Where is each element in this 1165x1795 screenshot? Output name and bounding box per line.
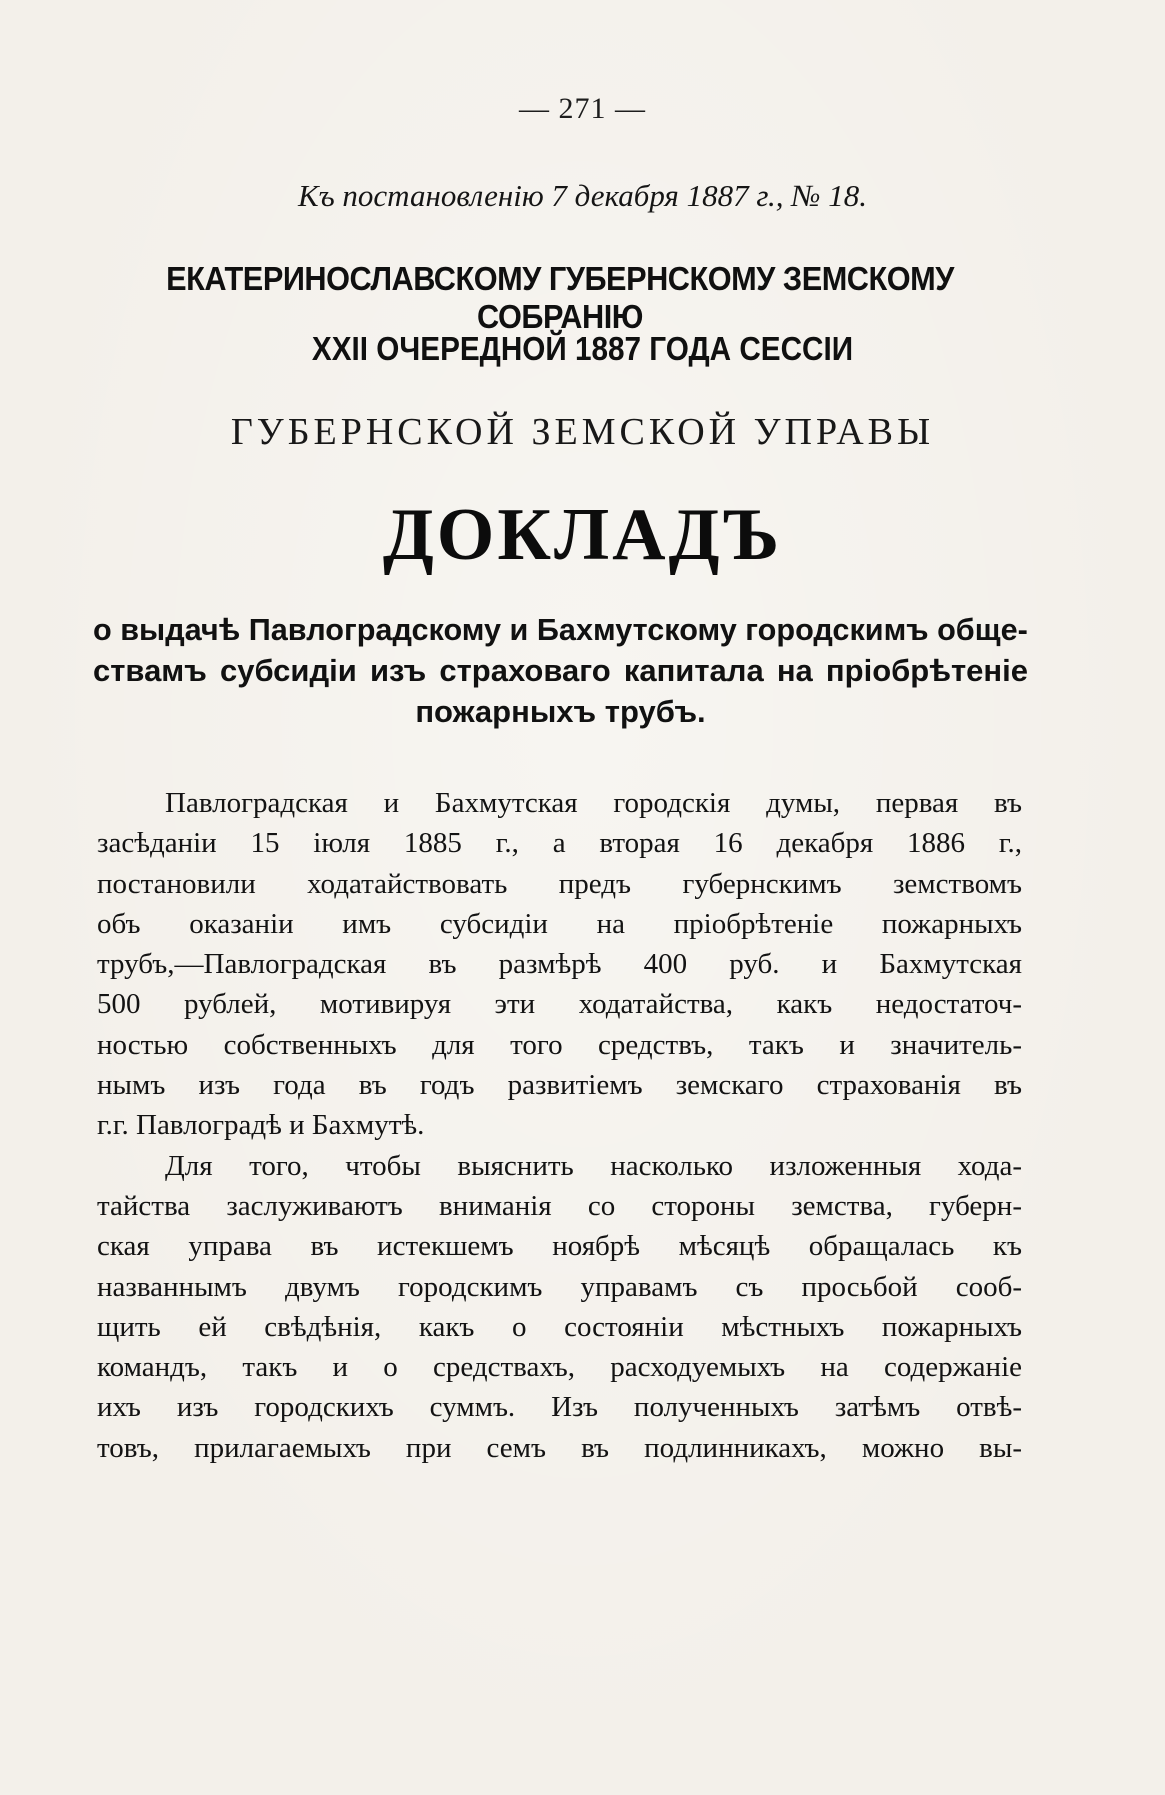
heading-board: ГУБЕРНСКОЙ ЗЕМСКОЙ УПРАВЫ — [230, 411, 935, 453]
body-line: нымъ изъ года въ годъ развитіемъ земскаго страхованія въ — [97, 1069, 1022, 1102]
body-line: постановили ходатайствовать предъ губернскимъ земствомъ — [97, 867, 1022, 900]
body-line: названнымъ двумъ городскимъ управамъ съ просьбой сооб- — [97, 1270, 1022, 1303]
body-line: тайства заслуживаютъ вниманія со стороны земства, губерн- — [97, 1189, 1022, 1222]
heading-assembly: ЕКАТЕРИНОСЛАВСКОМУ ГУБЕРНСКОМУ ЗЕМСКОМУ СОБРАНІЮ — [166, 260, 954, 335]
subject-line: пожарныхъ трубъ. — [415, 694, 706, 729]
body-line: щить ей свѣдѣнія, какъ о состояніи мѣстныхъ пожарныхъ — [97, 1310, 1022, 1343]
heading-session: XXII ОЧЕРЕДНОЙ 1887 ГОДА СЕССІИ — [311, 330, 854, 367]
subject-line: ствамъ субсидіи изъ страховаго капитала на пріобрѣтеніе — [93, 653, 1028, 688]
body-line: ностью собственныхъ для того средствъ, такъ и значитель- — [97, 1028, 1022, 1061]
body-line: командъ, такъ и о средствахъ, расходуемыхъ на содержаніе — [97, 1351, 1022, 1384]
body-line: объ оказаніи имъ субсидіи на пріобрѣтеніе пожарныхъ — [97, 907, 1022, 940]
body-line: Павлоградская и Бахмутская городскія думы, первая въ — [165, 787, 1022, 819]
body-line: ихъ изъ городскихъ суммъ. Изъ полученныхъ затѣмъ отвѣ- — [97, 1391, 1022, 1424]
body-line: г.г. Павлоградѣ и Бахмутѣ. — [97, 1109, 425, 1142]
body-line: трубъ,—Павлоградская въ размѣрѣ 400 руб. и Бахмутская — [97, 948, 1022, 981]
body-line: ская управа въ истекшемъ ноябрѣ мѣсяцѣ обращалась къ — [97, 1230, 1022, 1263]
report-subject — [93, 609, 1028, 732]
page-number: — 271 — — [519, 92, 646, 125]
body-line: засѣданіи 15 іюля 1885 г., а вторая 16 декабря 1886 г., — [97, 827, 1022, 860]
subject-line: о выдачѣ Павлоградскому и Бахмутскому городскимъ обще- — [93, 612, 1028, 647]
body-line: 500 рублей, мотивируя эти ходатайства, какъ недостаточ- — [97, 988, 1022, 1021]
body-line: товъ, прилагаемыхъ при семъ въ подлинникахъ, можно вы- — [97, 1431, 1022, 1464]
report-body — [97, 783, 1022, 1468]
resolution-reference: Къ постановленію 7 декабря 1887 г., № 18. — [298, 178, 867, 213]
heading-report: ДОКЛАДЪ — [382, 494, 783, 576]
body-line: Для того, чтобы выяснить насколько изложенныя хода- — [165, 1149, 1022, 1182]
